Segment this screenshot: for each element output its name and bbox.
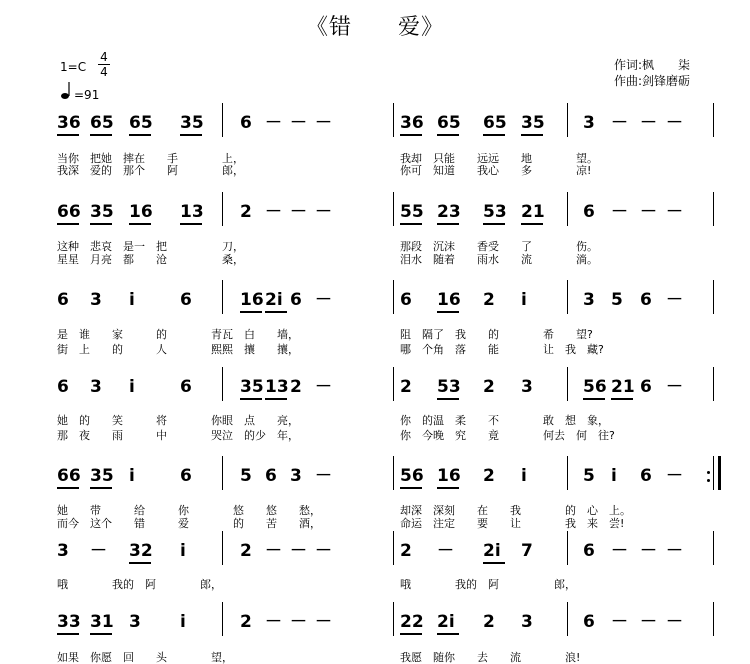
note: － xyxy=(666,113,683,133)
tempo-marking: =91 xyxy=(74,88,100,102)
note: 2 xyxy=(400,541,412,561)
note: 16 xyxy=(437,290,461,310)
note: 21 xyxy=(611,377,635,397)
note: 3 xyxy=(521,377,533,397)
note: 65 xyxy=(90,113,114,133)
note: 2 xyxy=(483,466,495,486)
note: － xyxy=(315,466,332,486)
note: － xyxy=(290,612,307,632)
bar-line xyxy=(393,280,394,314)
bar-line xyxy=(713,602,714,636)
lyric-line-left: 哦 我的 阿 郎， xyxy=(57,578,222,591)
bar-line xyxy=(393,531,394,565)
repeat-dot xyxy=(707,479,710,482)
note: 3 xyxy=(57,541,69,561)
beam-line xyxy=(521,134,543,136)
composer: 作曲:剑锋磨砺 xyxy=(614,74,691,88)
note: － xyxy=(290,541,307,561)
lyric-line-right: 哦 我的 阿 郎， xyxy=(400,578,576,591)
note: 6 xyxy=(180,466,192,486)
beam-line xyxy=(521,223,543,225)
beam-line xyxy=(90,487,112,489)
bar-line xyxy=(713,531,714,565)
note: i xyxy=(611,466,617,486)
music-row xyxy=(0,290,750,330)
note: － xyxy=(265,202,282,222)
lyric-line-left: 当你 把她 摔在 手 上， xyxy=(57,152,244,165)
note: 13 xyxy=(180,202,204,222)
note: 6 xyxy=(583,202,595,222)
beam-line xyxy=(57,487,79,489)
beam-line xyxy=(400,223,422,225)
bar-line xyxy=(567,280,568,314)
music-row xyxy=(0,541,750,581)
beam-line xyxy=(90,223,112,225)
note: － xyxy=(265,113,282,133)
note: 6 xyxy=(57,377,69,397)
beam-line xyxy=(400,134,422,136)
lyric-line-right: 你可 知道 我心 多 凉! xyxy=(400,164,592,177)
note: － xyxy=(315,113,332,133)
credits xyxy=(614,57,690,89)
note: 35 xyxy=(90,202,114,222)
note: － xyxy=(640,202,657,222)
lyric-line-right: 泪水 随着 雨水 流 淌。 xyxy=(400,253,598,266)
note: － xyxy=(315,612,332,632)
beam-line xyxy=(240,398,262,400)
note: 35 xyxy=(521,113,545,133)
bar-line xyxy=(567,602,568,636)
lyricist: 作词:枫 柒 xyxy=(614,58,691,72)
beam-line xyxy=(483,223,505,225)
note: 53 xyxy=(437,377,461,397)
note: 2 xyxy=(240,541,252,561)
note: 3 xyxy=(583,113,595,133)
note: 5 xyxy=(583,466,595,486)
song-title: 《错 爱》 xyxy=(305,15,444,40)
music-row xyxy=(0,377,750,417)
note: 35 xyxy=(180,113,204,133)
note: i xyxy=(129,466,135,486)
note: i xyxy=(521,290,527,310)
bar-line xyxy=(393,602,394,636)
lyric-line-left: 她 带 给 你 悠 悠 愁， xyxy=(57,504,321,517)
note: 21 xyxy=(521,202,545,222)
key-signature: 1=C xyxy=(60,60,87,74)
note: 6 xyxy=(180,377,192,397)
beam-line xyxy=(90,633,112,635)
note: 6 xyxy=(290,290,302,310)
note: 6 xyxy=(640,377,652,397)
note: 2 xyxy=(290,377,302,397)
bar-line xyxy=(393,192,394,226)
note: － xyxy=(666,377,683,397)
bar-line xyxy=(222,456,223,490)
note: 3 xyxy=(129,612,141,632)
beam-line xyxy=(583,398,605,400)
lyric-line-left: 她 的 笑 将 你眼 点 亮， xyxy=(57,414,299,427)
note: － xyxy=(437,541,454,561)
note: 23 xyxy=(437,202,461,222)
note: － xyxy=(666,541,683,561)
bar-line xyxy=(713,280,714,314)
bar-line xyxy=(713,103,714,137)
note: 56 xyxy=(583,377,607,397)
note: － xyxy=(265,541,282,561)
lyric-line-right: 却深 深刻 在 我 的 心 上。 xyxy=(400,504,631,517)
note: 5 xyxy=(240,466,252,486)
note: － xyxy=(611,541,628,561)
note: 3 xyxy=(90,290,102,310)
beam-line xyxy=(57,223,79,225)
bar-line xyxy=(393,367,394,401)
beam-line xyxy=(437,311,459,313)
beam-line xyxy=(400,487,422,489)
lyric-line-right: 你 今晚 究 竟 何去 何 往? xyxy=(400,429,615,442)
note: － xyxy=(315,541,332,561)
repeat-dot xyxy=(707,471,710,474)
beam-line xyxy=(129,223,151,225)
lyric-line-left: 那 夜 雨 中 哭泣 的少 年， xyxy=(57,429,299,442)
bar-line xyxy=(567,103,568,137)
beam-line xyxy=(180,223,202,225)
lyric-line-left: 而今 这个 错 爱 的 苦 酒， xyxy=(57,517,321,530)
note: 6 xyxy=(400,290,412,310)
note: 2 xyxy=(483,612,495,632)
note: 2 xyxy=(400,377,412,397)
note: － xyxy=(290,202,307,222)
note: 3 xyxy=(90,377,102,397)
beam-line xyxy=(90,134,112,136)
time-sig-bottom: 4 xyxy=(100,65,108,79)
note: 66 xyxy=(57,466,81,486)
bar-line xyxy=(222,280,223,314)
note: － xyxy=(666,466,683,486)
note: 6 xyxy=(180,290,192,310)
note: － xyxy=(640,612,657,632)
note: 6 xyxy=(265,466,277,486)
note: － xyxy=(315,202,332,222)
bar-line xyxy=(713,456,714,490)
note: 16 xyxy=(240,290,264,310)
note: 2 xyxy=(240,202,252,222)
note: 2 xyxy=(483,290,495,310)
bar-line xyxy=(567,367,568,401)
note: － xyxy=(640,113,657,133)
note: 7 xyxy=(521,541,533,561)
note: 6 xyxy=(583,541,595,561)
note: 2i xyxy=(483,541,501,561)
note: i xyxy=(180,612,186,632)
note: 6 xyxy=(640,466,652,486)
bar-line xyxy=(713,367,714,401)
beam-line xyxy=(437,223,459,225)
note: － xyxy=(666,202,683,222)
note: 6 xyxy=(583,612,595,632)
quarter-note-icon xyxy=(60,80,74,100)
bar-line xyxy=(393,103,394,137)
note: 55 xyxy=(400,202,424,222)
bar-line xyxy=(222,602,223,636)
beam-line xyxy=(437,134,459,136)
note: － xyxy=(611,113,628,133)
music-row xyxy=(0,113,750,153)
bar-line xyxy=(222,367,223,401)
bar-line xyxy=(393,456,394,490)
beam-line xyxy=(57,633,79,635)
lyric-line-right: 你 的温 柔 不 敢 想 象， xyxy=(400,414,609,427)
beam-line xyxy=(240,311,262,313)
note: 3 xyxy=(521,612,533,632)
bar-line xyxy=(222,103,223,137)
note: 35 xyxy=(90,466,114,486)
time-signature xyxy=(98,50,110,79)
lyric-line-right: 那段 沉沫 香受 了 伤。 xyxy=(400,240,598,253)
beam-line xyxy=(611,398,633,400)
beam-line xyxy=(265,311,287,313)
lyric-line-right: 命运 注定 要 让 我 来 尝! xyxy=(400,517,625,530)
time-sig-top: 4 xyxy=(100,50,108,64)
note: 66 xyxy=(57,202,81,222)
music-row xyxy=(0,466,750,506)
note: 56 xyxy=(400,466,424,486)
note: 65 xyxy=(483,113,507,133)
bar-line xyxy=(567,531,568,565)
note: 36 xyxy=(400,113,424,133)
note: － xyxy=(315,377,332,397)
note: － xyxy=(666,612,683,632)
note: 16 xyxy=(437,466,461,486)
note: i xyxy=(129,377,135,397)
note: 32 xyxy=(129,541,153,561)
lyric-line-left: 街 上 的 人 熙熙 攘 攘， xyxy=(57,343,299,356)
beam-line xyxy=(400,633,422,635)
note: － xyxy=(666,290,683,310)
note: 65 xyxy=(129,113,153,133)
note: i xyxy=(129,290,135,310)
beam-line xyxy=(437,398,459,400)
note: － xyxy=(611,612,628,632)
beam-line xyxy=(437,633,459,635)
note: － xyxy=(90,541,107,561)
note: 35 xyxy=(240,377,264,397)
note: 6 xyxy=(640,290,652,310)
lyric-line-right: 阻 隔了 我 的 希 望? xyxy=(400,328,593,341)
music-row xyxy=(0,612,750,652)
note: 2i xyxy=(265,290,283,310)
music-row xyxy=(0,202,750,242)
note: 16 xyxy=(129,202,153,222)
note: － xyxy=(611,202,628,222)
bar-line xyxy=(222,192,223,226)
note: 6 xyxy=(57,290,69,310)
note: i xyxy=(521,466,527,486)
note: － xyxy=(290,113,307,133)
bar-line xyxy=(567,456,568,490)
lyric-line-left: 星星 月亮 都 沧 桑， xyxy=(57,253,244,266)
note: 13 xyxy=(265,377,289,397)
lyric-line-left: 是 谁 家 的 青瓦 白 墙， xyxy=(57,328,299,341)
bar-line xyxy=(222,531,223,565)
lyric-line-right: 我却 只能 远远 地 望。 xyxy=(400,152,598,165)
bar-line xyxy=(713,192,714,226)
note: 36 xyxy=(57,113,81,133)
bar-line xyxy=(567,192,568,226)
note: － xyxy=(640,541,657,561)
beam-line xyxy=(129,134,151,136)
note: 31 xyxy=(90,612,114,632)
lyric-line-left: 这种 悲哀 是一 把 刀， xyxy=(57,240,244,253)
beam-line xyxy=(180,134,202,136)
note: i xyxy=(180,541,186,561)
note: 3 xyxy=(583,290,595,310)
repeat-bar xyxy=(718,456,721,490)
note: 53 xyxy=(483,202,507,222)
note: 2 xyxy=(240,612,252,632)
lyric-line-right: 哪 个角 落 能 让 我 藏? xyxy=(400,343,604,356)
note: 33 xyxy=(57,612,81,632)
note: 2i xyxy=(437,612,455,632)
beam-line xyxy=(265,398,287,400)
note: 6 xyxy=(240,113,252,133)
beam-line xyxy=(129,562,151,564)
note: 2 xyxy=(483,377,495,397)
note: － xyxy=(315,290,332,310)
note: 3 xyxy=(290,466,302,486)
beam-line xyxy=(483,134,505,136)
note: 65 xyxy=(437,113,461,133)
note: － xyxy=(265,612,282,632)
lyric-line-right: 我愿 随你 去 流 浪! xyxy=(400,651,581,664)
lyric-line-left: 我深 爱的 那个 阿 郎， xyxy=(57,164,244,177)
lyric-line-left: 如果 你愿 回 头 望， xyxy=(57,651,233,664)
note: 22 xyxy=(400,612,424,632)
beam-line xyxy=(57,134,79,136)
note: 5 xyxy=(611,290,623,310)
beam-line xyxy=(437,487,459,489)
beam-line xyxy=(483,562,505,564)
